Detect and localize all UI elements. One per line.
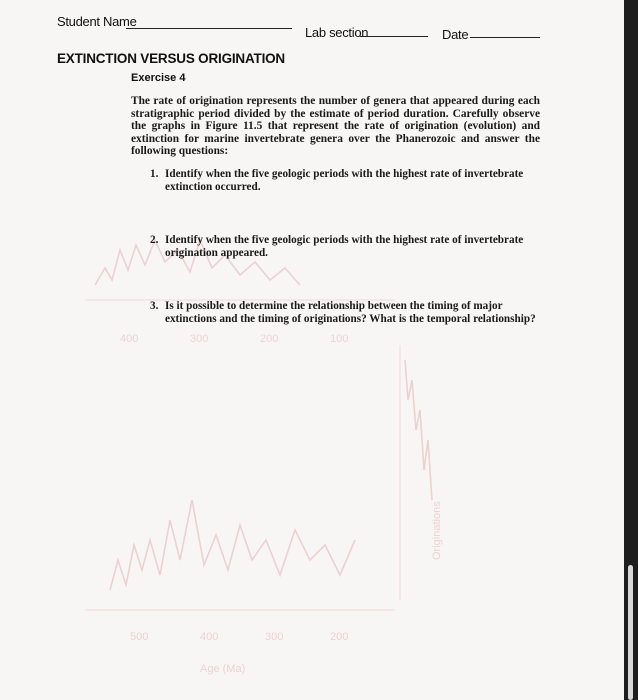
question-1-number: 1. xyxy=(150,168,159,180)
svg-text:100: 100 xyxy=(330,333,349,345)
exercise-label: Exercise 4 xyxy=(131,72,186,84)
svg-text:Originations: Originations xyxy=(431,501,443,560)
vertical-scrollbar[interactable] xyxy=(624,0,638,700)
svg-text:200: 200 xyxy=(330,631,349,643)
student-name-label: Student Name xyxy=(57,14,137,29)
svg-text:400: 400 xyxy=(200,631,219,643)
question-2-number: 2. xyxy=(150,234,159,246)
section-title: EXTINCTION VERSUS ORIGINATION xyxy=(57,51,285,66)
question-3-number: 3. xyxy=(150,300,159,312)
question-2 xyxy=(150,234,542,259)
svg-text:300: 300 xyxy=(190,333,209,345)
question-3-text: Is it possible to determine the relationship between the timing of major extinctions and the timing of originations? What is the temporal relationship? xyxy=(165,300,536,325)
lab-section-label: Lab section xyxy=(305,25,369,40)
lab-section-line[interactable] xyxy=(360,36,428,37)
date-label: Date xyxy=(442,27,469,42)
svg-text:Age (Ma): Age (Ma) xyxy=(200,663,246,675)
date-line[interactable] xyxy=(470,37,540,38)
svg-text:200: 200 xyxy=(260,333,279,345)
svg-text:300: 300 xyxy=(265,631,284,643)
student-name-line[interactable] xyxy=(126,28,292,29)
svg-text:400: 400 xyxy=(120,333,139,345)
intro-paragraph: The rate of origination represents the number of genera that appeared during each stratigraphic period divided by the estimate of period duration. Carefully observe the graphs in Figure 11.5 that represent the rate of origination (evolution) and extinction for marine invertebrate genera over the Phanerozoic and answer the following questions: xyxy=(131,95,540,157)
scrollbar-thumb[interactable] xyxy=(628,565,633,700)
question-3 xyxy=(150,300,542,325)
svg-text:500: 500 xyxy=(130,631,149,643)
question-2-text: Identify when the five geologic periods with the highest rate of invertebrate origination appeared. xyxy=(165,234,524,259)
question-1 xyxy=(150,168,542,193)
question-1-text: Identify when the five geologic periods with the highest rate of invertebrate extinction occurred. xyxy=(165,168,524,193)
